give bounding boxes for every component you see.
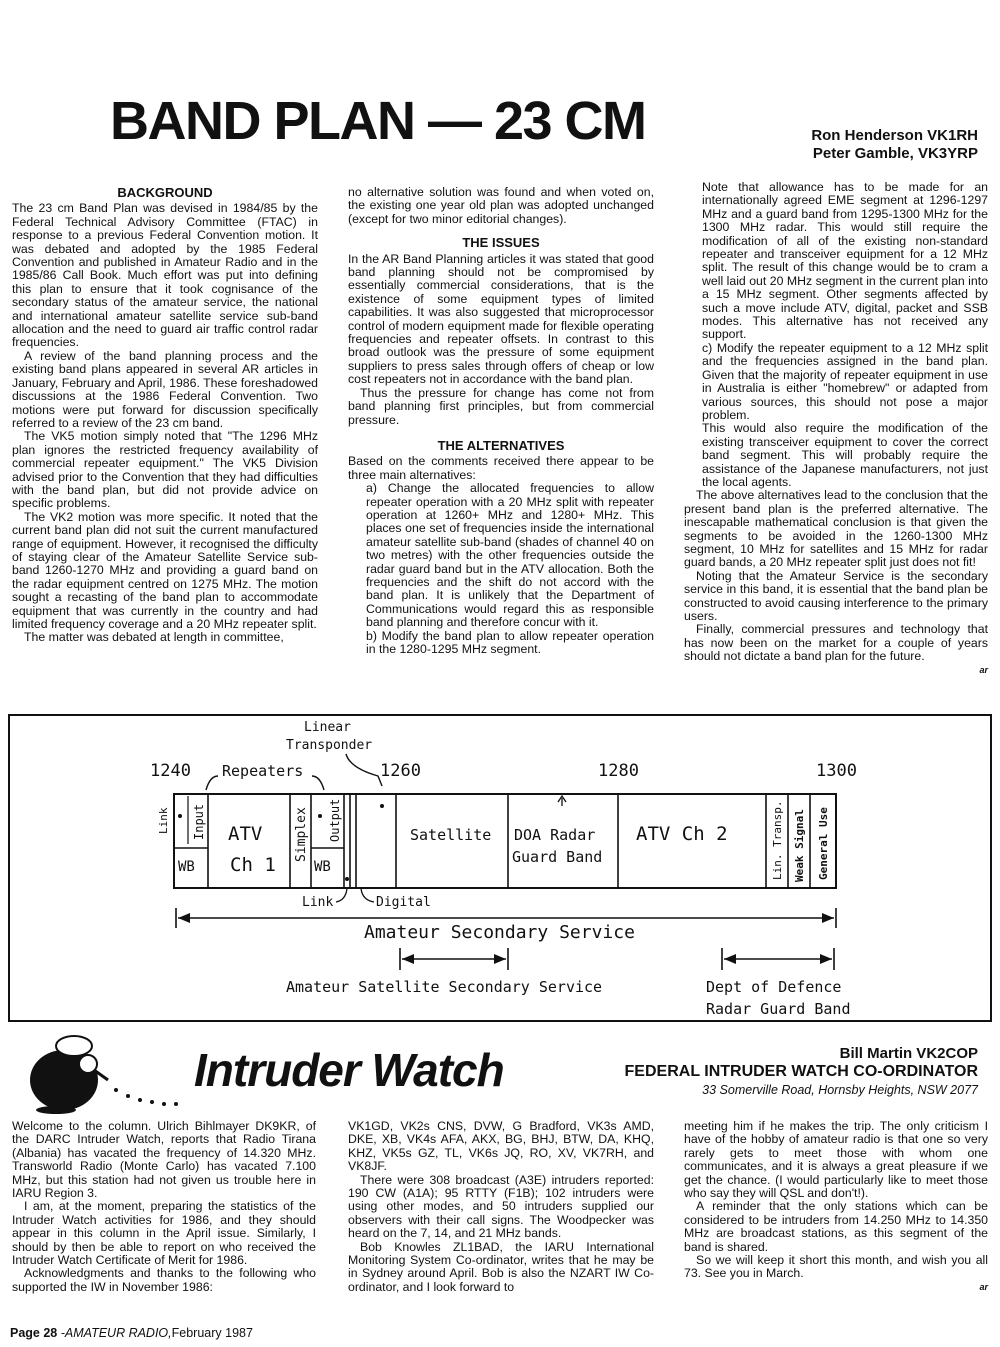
paragraph: I am, at the moment, preparing the statistics of the Intruder Watch activities for 1986, and they should appear in this column in the April issue. Similarly, I should by then be able to report on who received the Intruder Watch Certificate of Merit for 1986. [12, 1199, 316, 1268]
article-column-2 [348, 186, 654, 656]
paragraph: The above alternatives lead to the conclusion that the present band plan is the preferred alternative. The inescapable mathematical conclusion is that given the segments to be avoided in the 1260-1300 MHz segment, 10 MHz for satellites and 15 MHz for radar guard bands, a 20 MHz repeater split just does not fit! [684, 488, 988, 570]
alternative-b: b) Modify the band plan to allow repeater operation in the 1280-1295 MHz segment. [366, 628, 654, 656]
repeaters-label: Repeaters [222, 762, 304, 780]
link-dot-bottom [345, 877, 349, 881]
freq-1260: 1260 [380, 761, 421, 781]
repeaters-bracket-right [312, 776, 324, 790]
link-label-bottom: Link [302, 895, 334, 910]
paragraph: The matter was debated at length in committee, [24, 630, 284, 645]
paragraph: So we will keep it short this month, and wish you all 73. See you in March. [684, 1253, 988, 1281]
paragraph: The VK5 motion simply noted that "The 1296 MHz plan ignores the restricted frequency availability of commercial repeater equipment." The VK5 Division advised prior to the Convention that they had difficulties with the band plan, but did not provide advice on specific problems. [12, 429, 318, 511]
intruder-watch-logo [16, 1030, 192, 1114]
article-authors [811, 127, 978, 163]
paragraph: meeting him if he makes the trip. The only criticism I have of the hobby of amateur radio is that one so very rarely gets to meet those with whom one communicates, and it is always a great pleasure if we get the chance. (I would particularly like to meet those who say they will QSL and don't!). [684, 1119, 988, 1201]
output-label: Output [328, 798, 342, 842]
end-mark: ar [979, 1281, 988, 1292]
link-leader [336, 888, 347, 902]
simplex-label: Simplex [294, 807, 309, 862]
intruder-column-2 [348, 1120, 654, 1294]
arrow-head [402, 954, 414, 964]
wb-label-1: WB [178, 859, 195, 875]
alternative-c: c) Modify the repeater equipment to a 12 MHz split and the frequencies assigned in the band plan. Given that the majority of repeater equipment in use in Australia is either "homebrew" or adapted from various sources, this should not pose a major problem. [702, 340, 988, 422]
shadow [36, 1106, 76, 1114]
atv-ch1-label: ATV [228, 823, 263, 845]
article-title: BAND PLAN — 23 CM [110, 91, 646, 151]
freq-1300: 1300 [816, 761, 857, 781]
arrow-head [724, 954, 736, 964]
paragraph: Noting that the Amateur Service is the secondary service in this band, it is essential that the band plan be constructed to avoid causing interference to the primary users. [684, 568, 988, 623]
footprints [114, 1088, 178, 1106]
author-2: Peter Gamble, VK3YRP [812, 145, 978, 162]
dept-defence-label: Dept of Defence [706, 978, 842, 996]
lin-transp-label: Lin. Transp. [771, 800, 784, 880]
issue-date: February 1987 [171, 1326, 253, 1340]
paragraph: Finally, commercial pressures and technology that has now been on the market for a couple of years should not dictate a band plan for the future. [684, 622, 988, 664]
paragraph: Based on the comments received there appear to be three main alternatives: [348, 454, 654, 482]
author-1: Ron Henderson VK1RH [811, 127, 978, 144]
coordinator-role: FEDERAL INTRUDER WATCH CO-ORDINATOR [624, 1063, 978, 1080]
paragraph: Thus the pressure for change has come not from band planning first principles, but from commercial pressure. [348, 385, 654, 427]
arrow-head [820, 954, 832, 964]
ch1-label: Ch 1 [230, 854, 276, 876]
intruder-column-3 [684, 1120, 988, 1294]
band-plan-svg [10, 716, 990, 1020]
arrow-head [494, 954, 506, 964]
radar-arrow [558, 796, 566, 806]
doa-radar-label: DOA Radar [514, 826, 596, 844]
wb-label-2: WB [314, 859, 331, 875]
paragraph: Note that allowance has to be made for an internationally agreed EME segment at 1296-1297 MHz and a guard band from 1295-1300 MHz for the 1300 MHz radar. This would still require the modification of all of the existing non-standard repeater and transceiver equipment for a 12 MHz split. The result of this change would be to cram a well laid out 20 MHz segment in the current plan into a 15 MHz segment. Other segments affected by such a move include ATV, digital, packet and SSB modes. This alternative has not received any support. [702, 180, 988, 342]
link-label-vertical: Link [157, 807, 170, 834]
paragraph: no alternative solution was found and when voted on, the existing one year old plan was adopted unchanged (except for two minor editorial changes). [348, 185, 654, 226]
paragraph: This would also require the modification of the existing transceiver equipment to cover the correct band segment. This will probably require the assistance of the Japanese manufacturers, not just the local agents. [702, 421, 988, 489]
intruder-column-1 [12, 1120, 316, 1294]
paragraph: A reminder that the only stations which can be considered to be intruders from 14.250 MHz to 14.350 MHz are broadcast stations, as this segment of the band is shared. [684, 1199, 988, 1254]
arrow-head [822, 913, 834, 923]
paragraph: The 23 cm Band Plan was devised in 1984/85 by the Federal Technical Advisory Committee (FTAC) in response to a previous Federal Convention motion. It was debated and adopted by the 1985 Federal Convention and published in Amateur Radio and in the 1985/86 Call Book. Much effort was put into defining this plan to ensure that it took cognisance of the secondary status of the amateur service, the national and international amateur satellite service sub-band allocation and the need to guard air traffic control radar frequencies. [12, 201, 318, 350]
amateur-secondary-label: Amateur Secondary Service [364, 922, 635, 943]
paragraph: Bob Knowles ZL1BAD, the IARU International Monitoring System Co-ordinator, writes that he may be in Sydney around April. Bob is also the NZART IW Co- ordinator, and I look forward to [348, 1239, 654, 1294]
article-column-1 [12, 184, 318, 645]
article-column-3 [684, 181, 988, 677]
transponder-dot [380, 804, 384, 808]
guard-band-label: Guard Band [512, 848, 603, 866]
paragraph: Welcome to the column. Ulrich Bihlmayer DK9KR, of the DARC Intruder Watch, reports that Radio Tirana (Albania) has vacated the frequency of 14.320 MHz. Transworld Radio (Monte Carlo) has vacated 7.100 MHz, but this station had not given us trouble here in IARU Region 3. [12, 1119, 316, 1201]
end-mark: ar [979, 664, 988, 675]
digital-label: Digital [376, 895, 431, 910]
page-number: Page 28 [10, 1326, 58, 1340]
intruder-watch-title: Intruder Watch [194, 1044, 504, 1096]
output-dot [318, 814, 322, 818]
coordinator-name: Bill Martin VK2COP [839, 1045, 978, 1062]
intruder-watch-author [625, 1045, 978, 1099]
radar-guard-band-label: Radar Guard Band [706, 1000, 851, 1018]
freq-1280: 1280 [598, 761, 639, 781]
paragraph: There were 308 broadcast (A3E) intruders reported: 190 CW (A1A); 95 RTTY (F1B); 102 intruders were using other modes, and 50 intruders supplied our observers with their call signs. The Woodpecker was heard on the 7, 14, and 21 MHz bands. [348, 1172, 654, 1241]
heading-alternatives: THE ALTERNATIVES [437, 437, 565, 453]
satellite-label: Satellite [410, 826, 492, 844]
heading-background: BACKGROUND [117, 185, 213, 200]
heading-issues: THE ISSUES [462, 235, 540, 251]
transponder-leader [346, 754, 382, 786]
paragraph: The VK2 motion was more specific. It noted that the current band plan did not suit the current manufactured range of equipment. However, it recognised the difficulty of staying clear of the Amateur Satellite Service sub-band 1260-1270 MHz and providing a guard band on the radar equipment centred on 1275 MHz. The motion sought a recasting of the band plan to accommodate equipment that was currently in the country and had limited frequency coverage and a 20 MHz repeater split. [12, 509, 318, 631]
paragraph: A review of the band planning process and the existing band plans appeared in several AR articles in January, February and April, 1986. These foreshadowed discussions at the 1986 Federal Convention. Two motions were put forward for discussion specifically referred to a review of the 23 cm band. [12, 348, 318, 430]
weak-signal-label: Weak Signal [793, 809, 806, 882]
freq-1240: 1240 [150, 761, 191, 781]
band-plan-diagram [8, 714, 992, 1022]
satellite-secondary-label: Amateur Satellite Secondary Service [286, 978, 603, 996]
coordinator-address: 33 Somerville Road, Hornsby Heights, NSW 2077 [702, 1083, 978, 1097]
page-footer [10, 1326, 253, 1340]
digital-leader [361, 888, 374, 902]
paragraph: Acknowledgments and thanks to the following who supported the IW in November 1986: [12, 1266, 316, 1294]
alternative-a: a) Change the allocated frequencies to allow repeater operation with a 20 MHz split with repeater operation at 1260+ MHz and 1280+ MHz. This places one set of frequencies inside the international amateur satellite sub-band (shades of channel 40 on two metres) with the other frequencies outside the radar guard band but in the ATV allocation. Both the frequencies and the shift do not accord with the band plan. It is unlikely that the Department of Communications would regard this as responsible band planning and therefore concur with it. [366, 481, 654, 630]
link-dot [178, 814, 182, 818]
arrow-head [178, 913, 190, 923]
deerstalker-hat [56, 1036, 92, 1056]
magazine-name: -AMATEUR RADIO, [60, 1326, 172, 1340]
atv-ch2-label: ATV Ch 2 [636, 823, 728, 845]
paragraph: In the AR Band Planning articles it was stated that good band planning should not be compromised by essentially commercial considerations, that is the existence of some equipment types of limited capabilities. It was also suggested that microprocessor control of modern equipment made for flexible operating frequencies and repeater offsets. In contrast to this broad outlook was the pressure of some equipment suppliers to press sales through offers of cheap or low cost repeaters not in accordance with the band plan. [348, 251, 654, 387]
paragraph: VK1GD, VK2s CNS, DVW, G Bradford, VK3s AMD, DKE, XB, VK4s AFA, AKX, BG, BHJ, BTW, DA, KHQ, KHZ, VK5s GZ, TL, VK6s JQ, RO, XV, VK7RH, and VK8JF. [348, 1119, 654, 1174]
transponder-label: Transponder [286, 738, 373, 753]
linear-label: Linear [304, 720, 351, 735]
general-use-label: General Use [817, 807, 830, 880]
input-label: Input [192, 803, 206, 840]
repeaters-bracket-left [206, 776, 218, 790]
